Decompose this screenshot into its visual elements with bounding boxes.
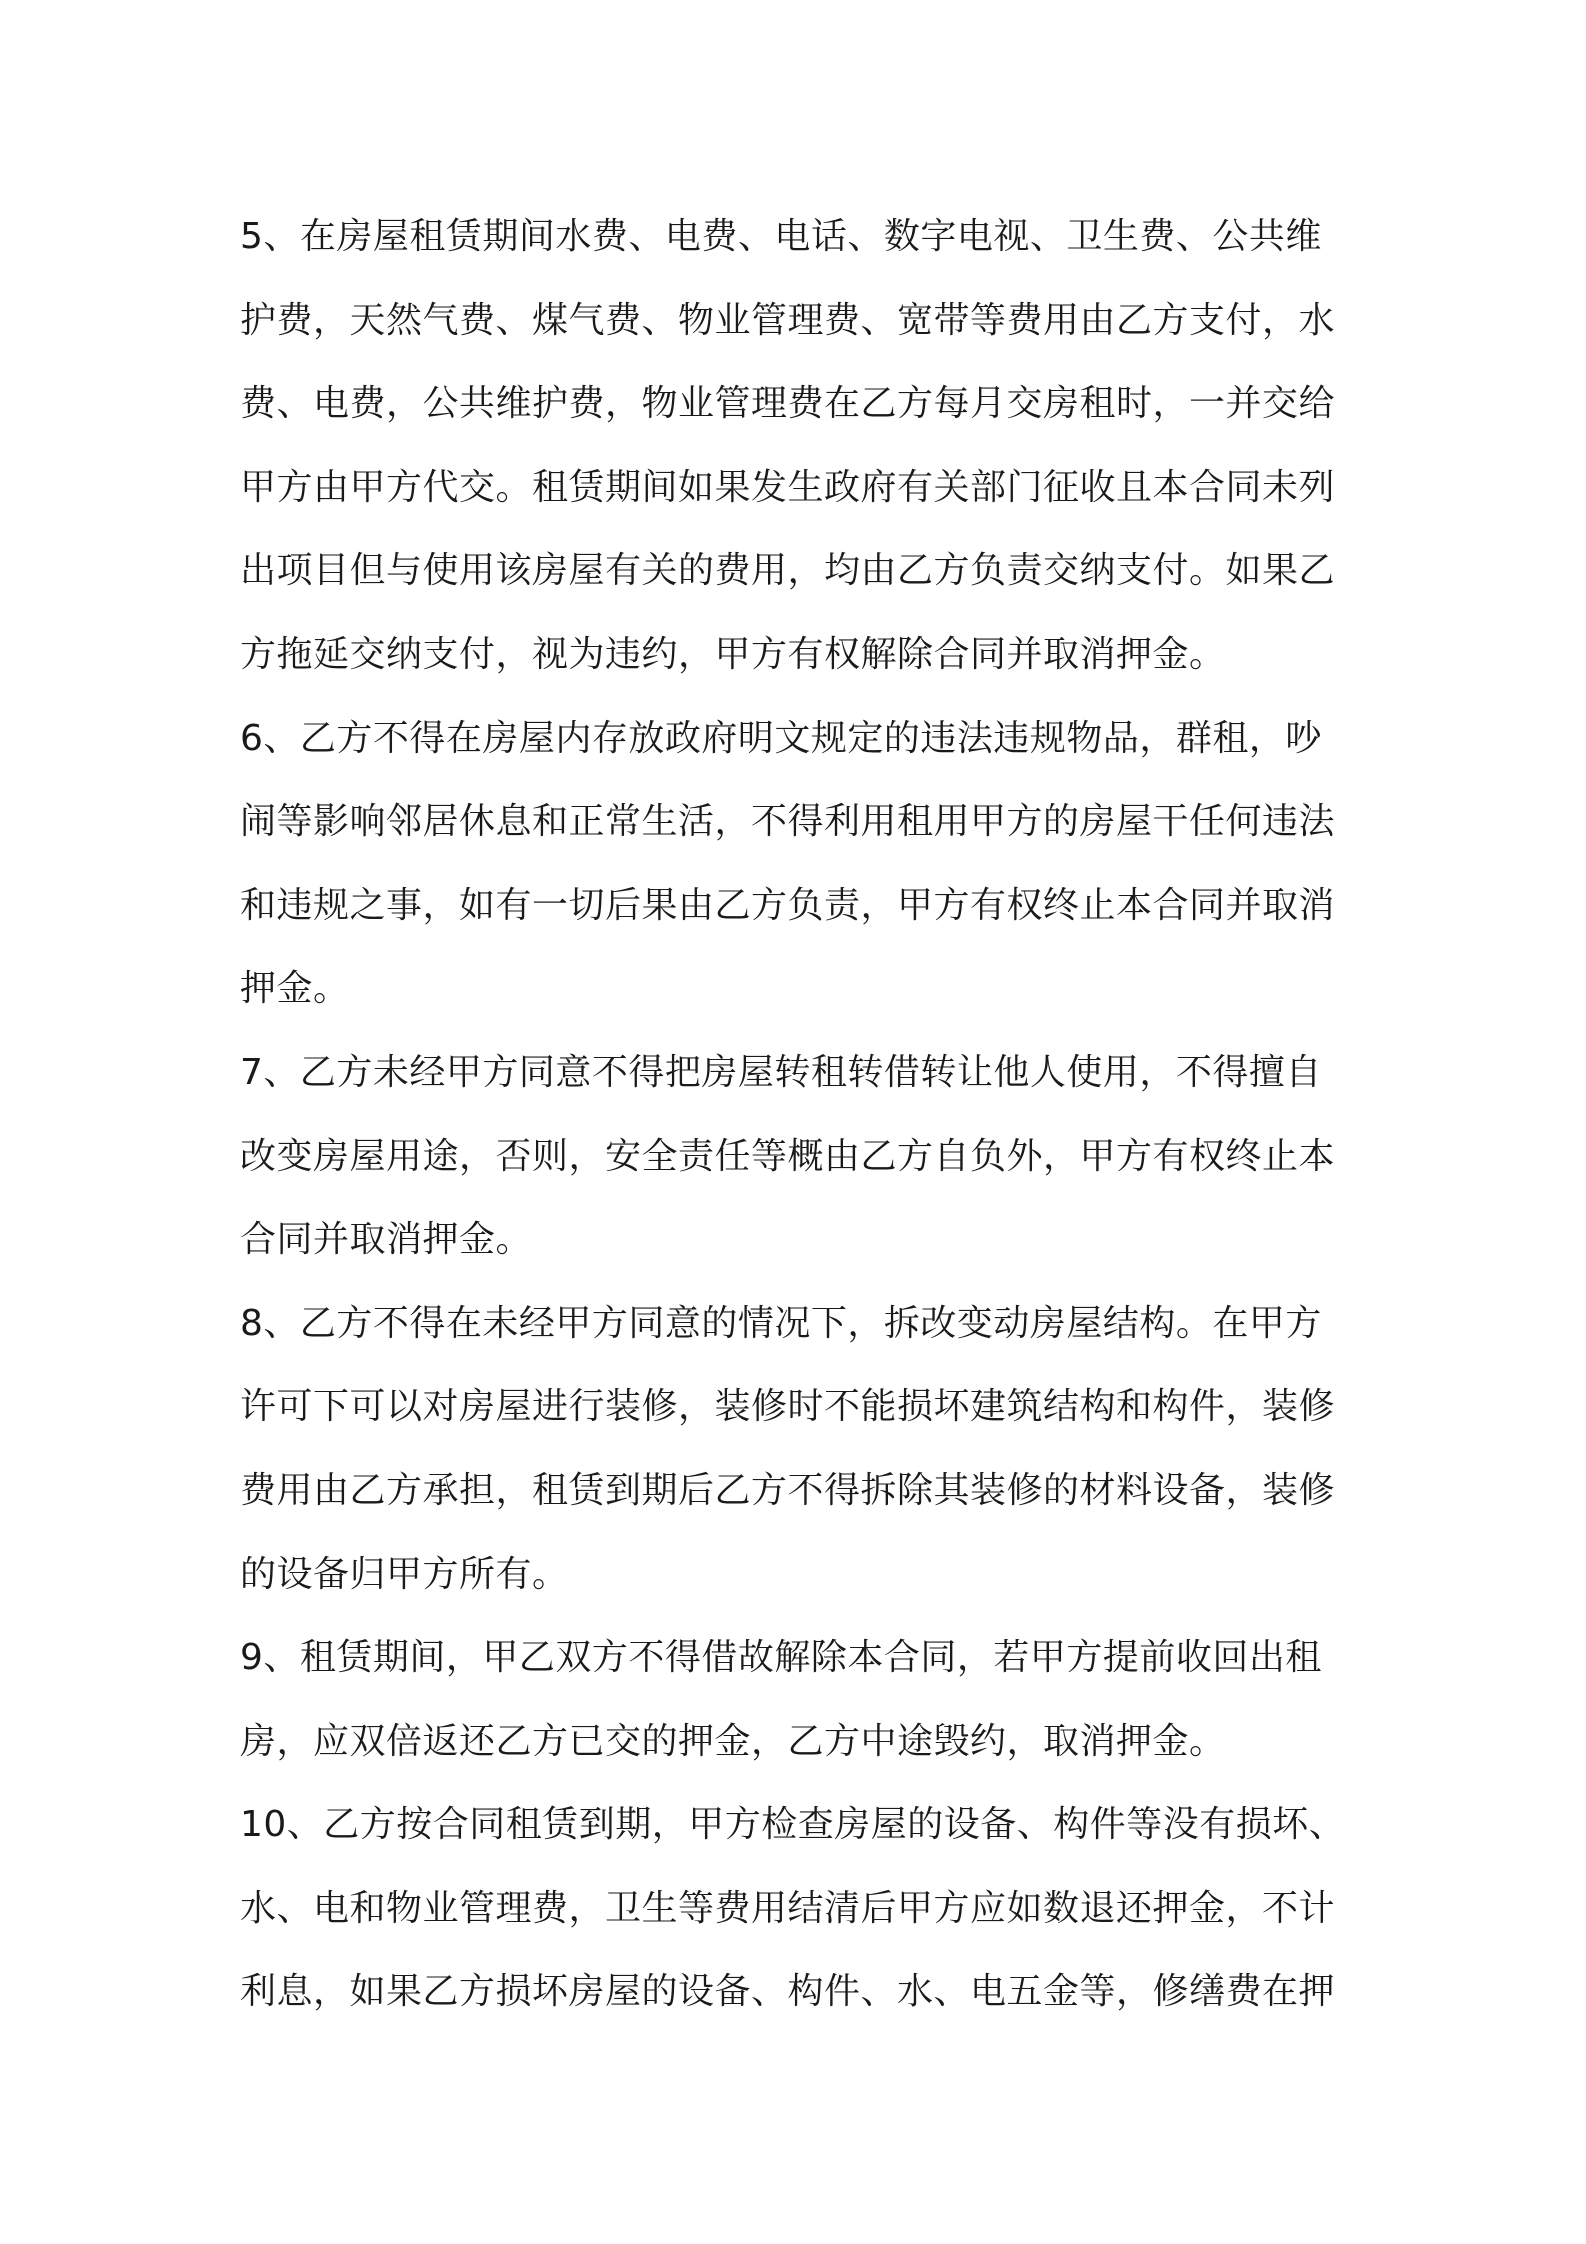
clause-8-line-2: 许可下可以对房屋进行装修，装修时不能损坏建筑结构和构件，装修 bbox=[240, 1386, 1336, 1428]
clause-7-line-2: 改变房屋用途，否则，安全责任等概由乙方自负外，甲方有权终止本 bbox=[240, 1135, 1336, 1177]
clause-5-line-2: 护费，天然气费、煤气费、物业管理费、宽带等费用由乙方支付，水 bbox=[240, 299, 1336, 341]
clause-6-line-1: 6、乙方不得在房屋内存放政府明文规定的违法违规物品，群租，吵 bbox=[240, 717, 1322, 759]
contract-clauses bbox=[240, 195, 1360, 2034]
clause-5-line-5: 出项目但与使用该房屋有关的费用，均由乙方负责交纳支付。如果乙 bbox=[240, 550, 1336, 592]
clause-6-line-4: 押金。 bbox=[240, 968, 350, 1010]
clause-5-line-6: 方拖延交纳支付，视为违约，甲方有权解除合同并取消押金。 bbox=[240, 633, 1226, 675]
clause-9-line-2: 房，应双倍返还乙方已交的押金，乙方中途毁约，取消押金。 bbox=[240, 1720, 1226, 1762]
clause-5-line-4: 甲方由甲方代交。租赁期间如果发生政府有关部门征收且本合同未列 bbox=[240, 466, 1336, 508]
clause-7-line-1: 7、乙方未经甲方同意不得把房屋转租转借转让他人使用，不得擅自 bbox=[240, 1051, 1322, 1093]
clause-6-line-2: 闹等影响邻居休息和正常生活，不得利用租用甲方的房屋干任何违法 bbox=[240, 801, 1336, 843]
clause-10-line-1: 10、乙方按合同租赁到期，甲方检查房屋的设备、构件等没有损坏、 bbox=[240, 1804, 1346, 1846]
clause-10-line-2: 水、电和物业管理费，卫生等费用结清后甲方应如数退还押金，不计 bbox=[240, 1887, 1336, 1929]
clause-8-line-1: 8、乙方不得在未经甲方同意的情况下，拆改变动房屋结构。在甲方 bbox=[240, 1302, 1322, 1344]
clause-7-line-3: 合同并取消押金。 bbox=[240, 1219, 533, 1261]
clause-5-line-3: 费、电费，公共维护费，物业管理费在乙方每月交房租时，一并交给 bbox=[240, 383, 1336, 425]
clause-6-line-3: 和违规之事，如有一切后果由乙方负责，甲方有权终止本合同并取消 bbox=[240, 884, 1336, 926]
clause-8-line-3: 费用由乙方承担，租赁到期后乙方不得拆除其装修的材料设备，装修 bbox=[240, 1469, 1336, 1511]
clause-9-line-1: 9、租赁期间，甲乙双方不得借故解除本合同，若甲方提前收回出租 bbox=[240, 1637, 1322, 1679]
clause-10-line-3: 利息，如果乙方损坏房屋的设备、构件、水、电五金等，修缮费在押 bbox=[240, 1971, 1336, 2013]
clause-8-line-4: 的设备归甲方所有。 bbox=[240, 1553, 569, 1595]
clause-5-line-1: 5、在房屋租赁期间水费、电费、电话、数字电视、卫生费、公共维 bbox=[240, 216, 1322, 257]
